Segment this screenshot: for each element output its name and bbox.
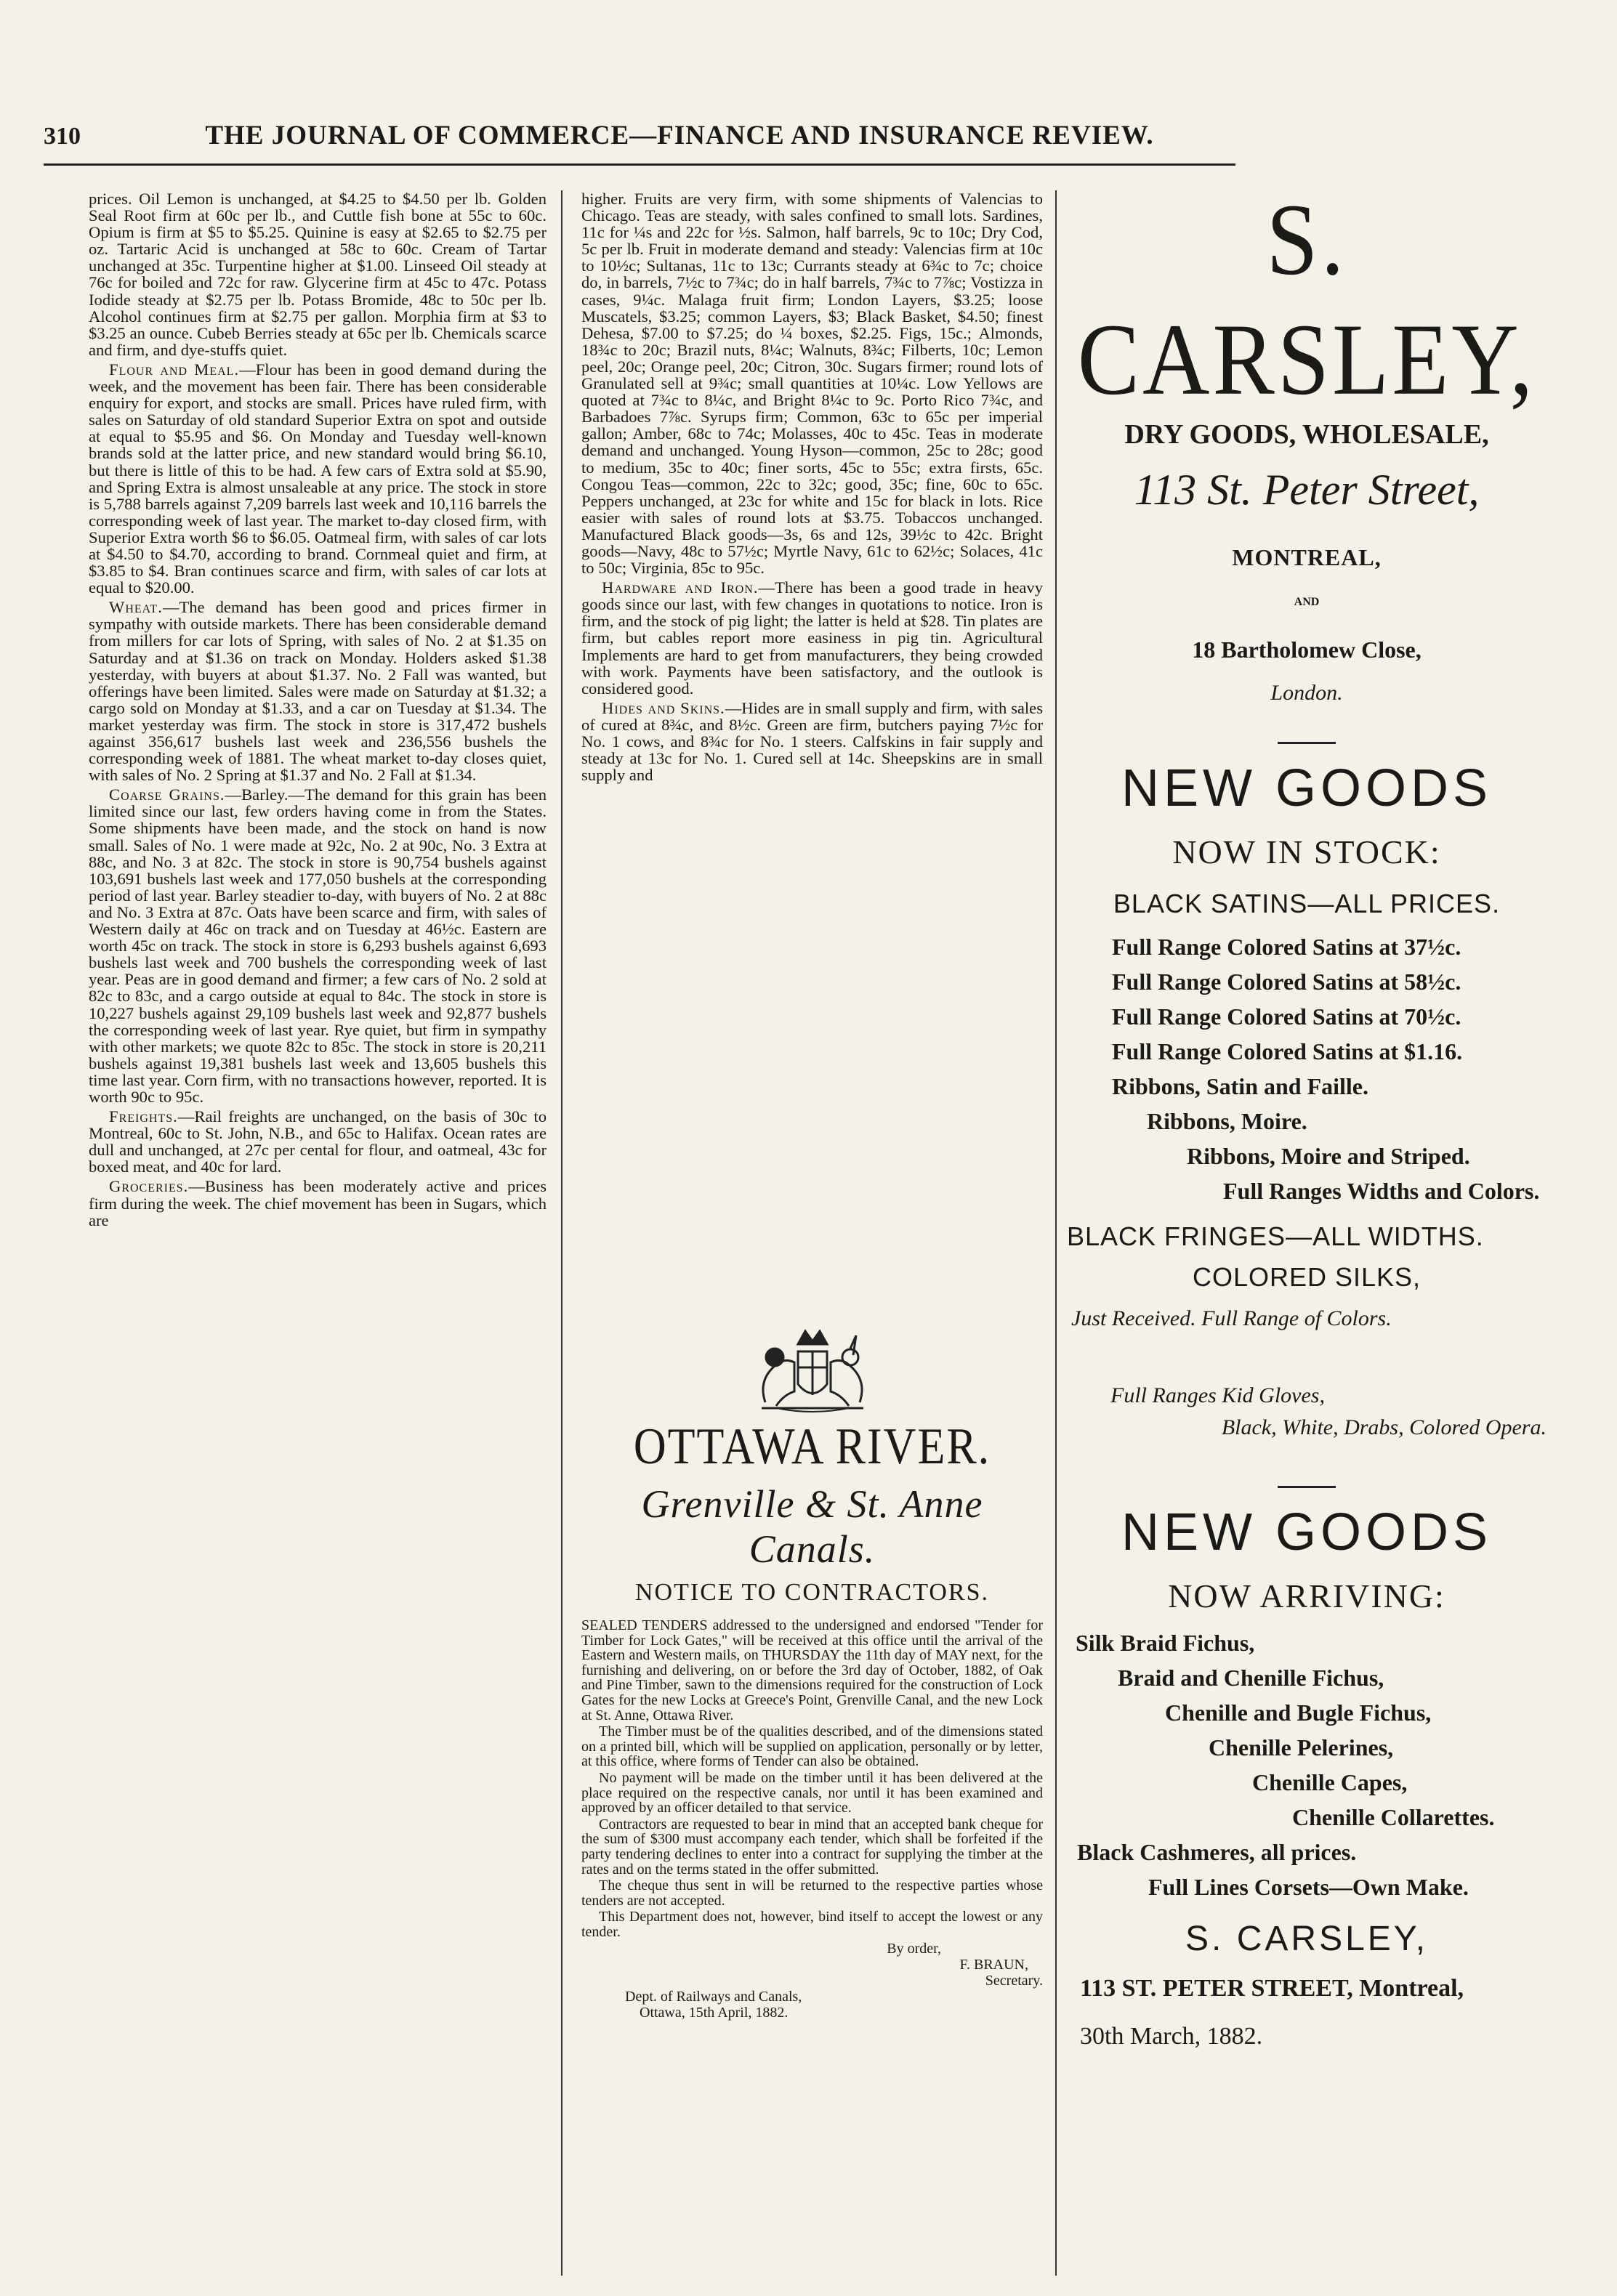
wheat-text: —The demand has been good and prices firmer in sympathy with outside markets. There has been considerable demand from millers for car lots of Spring, with sales of No. 2 at $1.35 on Saturday and at $1.36 on track on Monday. Holders asked $1.38 yesterday, with buyers at about $1.37. No. 2 Fall was wanted, but offerings have been limited. Sales were made on Saturday at $1.32; a cargo sold on Monday at $1.33, and a car on Tuesday at $1.34. The market yesterday was firm. The stock in store is 317,472 bushels against 356,617 bushels last week and 236,556 bushels the corresponding week of 1881. The wheat market to-day closes quiet, with sales of No. 2 Spring at $1.37 and No. 2 Fall at $1.34. — [89, 598, 547, 785]
groceries-paragraph — [89, 1178, 547, 1228]
just-received: Just Received. Full Range of Colors. — [1071, 1306, 1392, 1330]
new-goods-heading: NEW GOODS — [1121, 759, 1492, 817]
arriving-item: Chenille and Bugle Fichus, — [1165, 1699, 1432, 1726]
drugs-paragraph: prices. Oil Lemon is unchanged, at $4.25 to $4.50 per lb. Golden Seal Root firm at 60c per lb., and Cuttle fish bone at 55c to 60c. Opium is firm at $5 to $5.25. Quinine is easy at $2.65 to $2.75 per oz. Tartaric Acid is unchanged at 58c to 60c. Cream of Tartar unchanged at 35c. Turpentine higher at $1.00. Linseed Oil steady at 76c for boiled and 72c for raw. Glycerine firm at 45c to 47c. Potass Iodide steady at $2.75 per lb. Potass Bromide, 48c to 50c per lb. Alcohol continues firm at $2.75 per gallon. Morphia firm at $3 to $3.25 an ounce. Cubeb Berries steady at 65c per lb. Chemicals scarce and firm, and dye-stuffs quiet. — [89, 190, 547, 359]
signer-name: F. BRAUN, — [959, 1957, 1028, 1973]
now-in-stock: NOW IN STOCK: — [1172, 833, 1441, 870]
by-order: By order, — [887, 1941, 941, 1957]
wheat-heading: Wheat. — [109, 598, 163, 617]
new-goods-heading-2: NEW GOODS — [1121, 1503, 1492, 1561]
freights-paragraph — [89, 1108, 547, 1175]
arriving-item: Chenille Collarettes. — [1292, 1804, 1495, 1830]
groceries-text: —Business has been moderately active and prices firm during the week. The chief movement has been in Sugars, which are — [89, 1177, 547, 1229]
wheat-paragraph — [89, 599, 547, 783]
company-line: DRY GOODS, WHOLESALE, — [1124, 419, 1489, 450]
market-column-middle — [581, 190, 1043, 786]
notice-body — [581, 1618, 1043, 1939]
stock-item: Full Ranges Widths and Colors. — [1223, 1178, 1540, 1204]
notice-heading: NOTICE TO CONTRACTORS. — [635, 1579, 989, 1606]
stock-item: Ribbons, Moire. — [1147, 1108, 1307, 1134]
column-rule — [1055, 190, 1057, 2276]
divider — [1278, 1486, 1336, 1488]
company-city: MONTREAL, — [1232, 544, 1382, 570]
carsley-advertisement — [1067, 182, 1547, 2050]
notice-paragraph: No payment will be made on the timber until it has been delivered at the place required on the respective canals, nor until it has been examined and approved by an officer detailed to that service. — [581, 1769, 1043, 1816]
coarse-grains-paragraph — [89, 786, 547, 1105]
groceries-heading: Groceries. — [109, 1177, 189, 1196]
arriving-item: Black Cashmeres, all prices. — [1077, 1839, 1357, 1865]
hardware-heading: Hardware and Iron. — [602, 578, 759, 597]
flour-heading: Flour and Meal. — [109, 360, 240, 379]
stock-item: Ribbons, Moire and Striped. — [1187, 1143, 1470, 1169]
notice-title: OTTAWA RIVER. — [633, 1418, 991, 1476]
divider — [1278, 742, 1336, 744]
stock-item: Full Range Colored Satins at 37½c. — [1112, 934, 1461, 960]
hardware-text: —There has been a good trade in heavy goods since our last, with few changes in quotations to notice. Iron is firm, and the stock of pig light; the latter is held at $28. Tin plates are firm, but cables report more easiness in pig tin. Agricultural Implements are hard to get from manufacturers, they being crowded with work. Payments have been satisfactory, and the outlook is considered good. — [581, 578, 1043, 698]
page-header — [44, 120, 1235, 166]
coarse-text: —Barley.—The demand for this grain has been limited since our last, few orders having come in from the States. Some shipments have been made, and the stock on hand is now small. Sales of No. 1 were made at 92c, No. 2 at 90c, No. 3 Extra at 88c, and No. 3 at 82c. The stock in store is 90,754 bushels against 103,691 bushels last week and 177,050 bushels at the corresponding period of last year. Barley steadier to-day, with buyers of No. 2 at 88c and No. 3 Extra at 87c. Oats have been scarce and firm, with sales of Western daily at 46c on track and on Tuesday at 46½c. Eastern are worth 45c on track. The stock in store is 6,293 bushels against 6,693 bushels last week and 700 bushels the corresponding week of last year. Peas are in good demand and firmer; a few cars of No. 2 sold at 82c to 83c, and a cargo outside at equal to 84c. The stock in store is 10,227 bushels against 29,109 bushels last week and 92,877 bushels the corresponding week of last year. Rye quiet, but firm in sympathy with other markets; we quote 82c to 85c. The stock in store is 20,211 bushels against 19,381 bushels last week and 13,605 bushels this time last year. Corn firm, with no transactions however, reported. It is worth 90c to 95c. — [89, 785, 547, 1106]
black-fringes: BLACK FRINGES—ALL WIDTHS. — [1067, 1221, 1484, 1251]
stock-list — [1067, 929, 1547, 1208]
signer-title: Secretary. — [985, 1973, 1043, 1989]
and-word: AND — [1294, 596, 1320, 608]
kid-gloves-colors: Black, White, Drabs, Colored Opera. — [1221, 1415, 1547, 1439]
coarse-heading: Coarse Grains. — [109, 785, 225, 804]
contractors-notice — [581, 1322, 1043, 2021]
stock-item: Ribbons, Satin and Faille. — [1112, 1073, 1368, 1099]
arriving-list — [1067, 1625, 1547, 1904]
black-satins: BLACK SATINS—ALL PRICES. — [1113, 889, 1501, 918]
arriving-item: Chenille Pelerines, — [1209, 1734, 1394, 1761]
colored-silks: COLORED SILKS, — [1192, 1262, 1422, 1292]
now-arriving: NOW ARRIVING: — [1168, 1577, 1445, 1614]
stock-item: Full Range Colored Satins at $1.16. — [1112, 1038, 1463, 1064]
hides-heading: Hides and Skins. — [602, 698, 725, 717]
arriving-item: Silk Braid Fichus, — [1076, 1630, 1255, 1656]
hides-text: —Hides are in small supply and firm, with sales of cured at 8¾c, and 8½c. Green are firm, butchers paying 7½c for No. 1 cows, and 8¾c for No. 1 steers. Calfskins in fair supply and steady at 13c for No. 1. Cured sell at 14c. Sheepskins are in small supply and — [581, 698, 1043, 785]
hides-paragraph — [581, 700, 1043, 783]
royal-coat-of-arms-icon — [689, 1322, 936, 1417]
company-name: S. CARSLEY, — [1077, 182, 1536, 416]
arriving-item: Full Lines Corsets—Own Make. — [1148, 1874, 1469, 1900]
flour-text: —Flour has been in good demand during the week, and the movement has been fair. There has been considerable enquiry for export, and stocks are small. Prices have ruled firm, with sales on Saturday of old standard Superior Extra on spot and outside at equal to $5.95 and $6. On Monday and Tuesday well-known brands sold at the latter price, and new standard would bring $6.10, but there is little of this to be had. A few cars of Extra sold at $5.90, and Spring Extra is almost unsaleable at any price. The stock in store is 5,788 barrels against 7,209 barrels last week and 10,116 barrels the corresponding week of last year. The market to-day closed firm, with Superior Extra worth $6 to $6.05. Oatmeal firm, with sales of car lots at $4.50 to $4.70, according to brand. Cornmeal quiet and firm, at $3.85 to $4. Bran continues scarce and firm, with sales of car lots at equal to $20.00. — [89, 360, 547, 597]
page-number: 310 — [44, 123, 81, 150]
freights-heading: Freights. — [109, 1107, 178, 1126]
flour-paragraph — [89, 361, 547, 596]
journal-title: THE JOURNAL OF COMMERCE—FINANCE AND INSURANCE REVIEW. — [205, 121, 1154, 150]
arriving-item: Chenille Capes, — [1252, 1769, 1408, 1795]
notice-subtitle: Grenville & St. Anne Canals. — [641, 1482, 983, 1571]
notice-paragraph: Contractors are requested to bear in mind that an accepted bank cheque for the sum of $300 must accompany each tender, which shall be forfeited if the party tendering declines to enter into a contract for supplying the timber at the rates and on the terms stated in the offer submitted. — [581, 1816, 1043, 1877]
stock-item: Full Range Colored Satins at 58½c. — [1112, 969, 1461, 995]
company-name-2: S. CARSLEY, — [1185, 1920, 1428, 1958]
london-address: 18 Bartholomew Close, — [1192, 636, 1422, 663]
hardware-paragraph — [581, 579, 1043, 697]
notice-paragraph: SEALED TENDERS addressed to the undersigned and endorsed "Tender for Timber for Lock Gates," will be received at this office until the arrival of the Eastern and Western mails, on THURSDAY the 11th day of MAY next, for the furnishing and delivering, on or before the 3rd day of October, 1882, of Oak and Pine Timber, sawn to the dimensions required for the construction of Lock Gates for the new Locks at Greece's Point, Grenville Canal, and the new Lock at St. Anne, Ottawa River. — [581, 1617, 1043, 1723]
notice-paragraph: This Department does not, however, bind itself to accept the lowest or any tender. — [581, 1909, 1043, 1940]
freights-text: —Rail freights are unchanged, on the basis of 30c to Montreal, 60c to St. John, N.B., and 65c to Halifax. Ocean rates are dull and unchanged, at 27c per cental for flour, and oatmeal, 43c for boxed meat, and 40c for lard. — [89, 1107, 547, 1176]
market-column-left — [89, 190, 547, 1232]
ad-date: 30th March, 1882. — [1080, 2023, 1263, 2050]
company-street-2: 113 ST. PETER STREET, Montreal, — [1080, 1975, 1464, 2002]
groceries-continued: higher. Fruits are very firm, with some shipments of Valencias to Chicago. Teas are steady, with sales confined to small lots. Sardines, 11c for ¼s and 22c for ½s. Salmon, half barrels, 9c to 10c; Dry Cod, 5c per lb. Fruit in moderate demand and steady: Valencias firm at 10c to 10½c; Sultanas, 11c to 13c; Currants steady at 6¾c to 7c; choice do, in barrels, 7½c to 7¾c; do in half barrels, 7¾c to 7⅞c; Vostizza in cases, 9¼c. Malaga fruit firm; London Layers, $3.25; loose Muscatels, $3.25; common Layers, $3; Black Basket, $4.50; finest Dehesa, $7.00 to $7.25; do ¼ boxes, $2.25. Figs, 15c.; Almonds, 18¾c to 20c; Brazil nuts, 8¼c; Walnuts, 8¾c; Filberts, 10c; Lemon peel, 20c; Orange peel, 20c; Citron, 30c. Sugars firmer; round lots of Granulated sell at 9¾c; small quantities at 10¼c. Low Yellows are quoted at 7¾c to 8¼c, and Bright 8¼c to 9c. Porto Rico 7¾c, and Barbadoes 7⅞c. Syrups firm; Common, 63c to 65c per imperial gallon; Amber, 68c to 74c; Molasses, 40c to 45c. Teas in moderate demand and unchanged. Young Hyson—common, 25c to 28c; good to medium, 35c to 40c; finer sorts, 45c to 55c; extra firsts, 65c. Congou Teas—common, 22c to 32c; good, 35c; fine, 60c to 65c. Peppers unchanged, at 23c for white and 15c for black in lots. Rice easier with sales of round lots at $3.75. Tobaccos unchanged. Manufactured Black goods—3s, 6s and 12s, 39½c to 42c. Bright goods—Navy, 48c to 57½c; Myrtle Navy, 61c to 62½c; Solaces, 41c to 50c; Virginia, 85c to 95c. — [581, 190, 1043, 578]
column-rule — [561, 190, 562, 2276]
place-date: Ottawa, 15th April, 1882. — [640, 2005, 789, 2021]
company-address: 113 St. Peter Street, — [1134, 466, 1480, 514]
arriving-item: Braid and Chenille Fichus, — [1118, 1665, 1384, 1691]
notice-paragraph: The cheque thus sent in will be returned to the respective parties whose tenders are not accepted. — [581, 1877, 1043, 1909]
department: Dept. of Railways and Canals, — [625, 1989, 802, 2005]
notice-paragraph: The Timber must be of the qualities described, and of the dimensions stated on a printed bill, which will be supplied on application, personally or by letter, at this office, where forms of Tender can also be obtained. — [581, 1723, 1043, 1770]
london-city: London. — [1270, 681, 1343, 705]
stock-item: Full Range Colored Satins at 70½c. — [1112, 1003, 1461, 1030]
kid-gloves: Full Ranges Kid Gloves, — [1110, 1383, 1325, 1407]
